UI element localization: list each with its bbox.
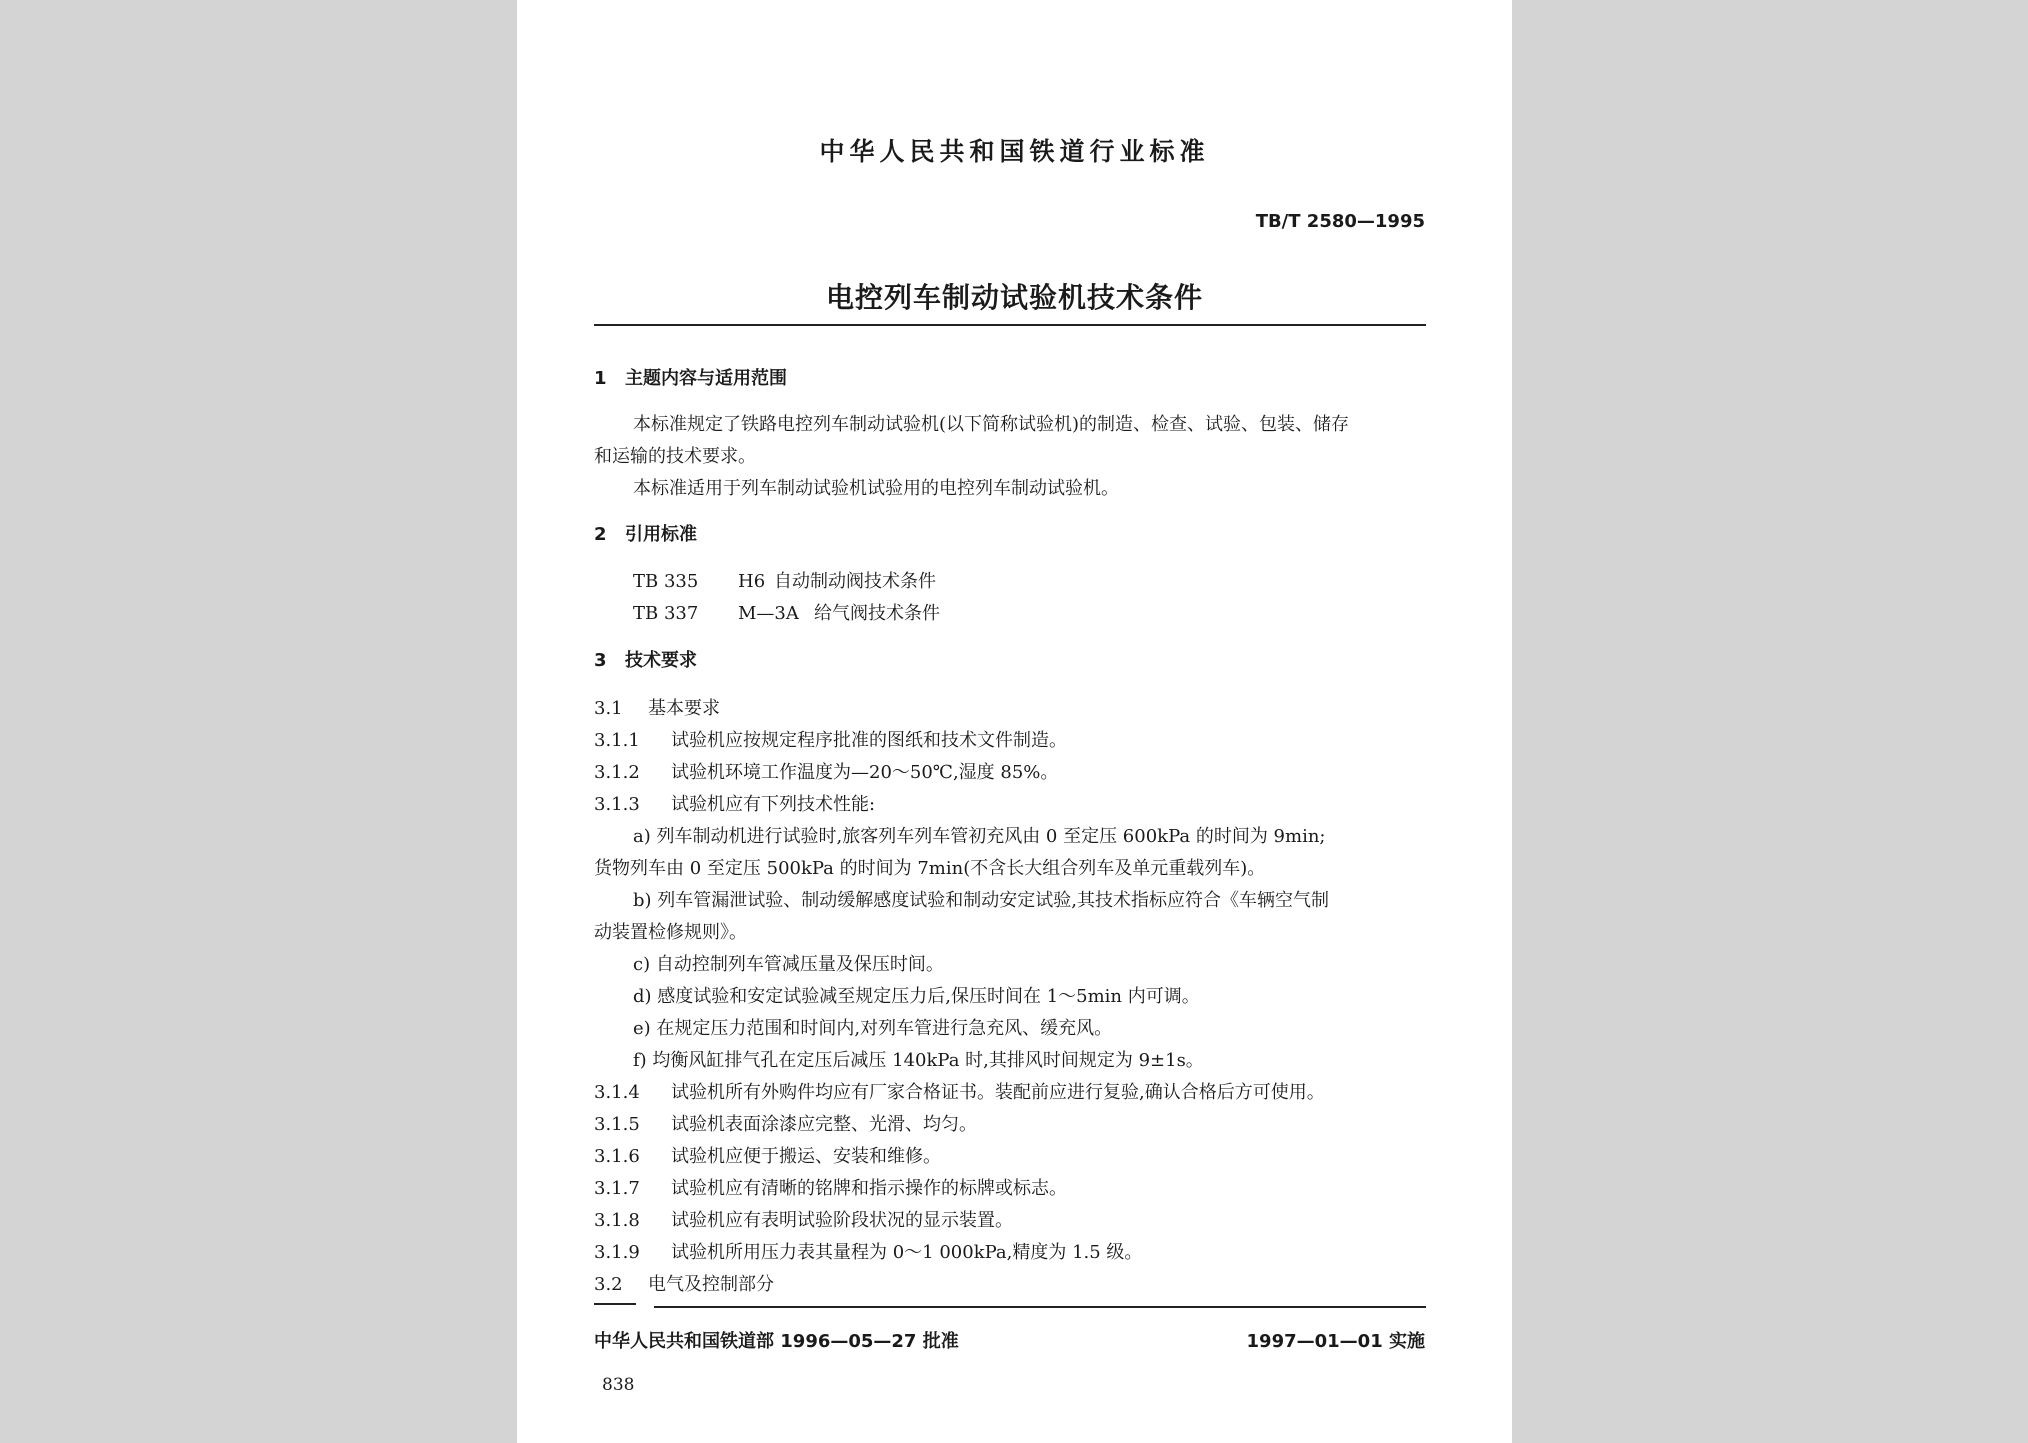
- reference-code: TB 337: [633, 603, 699, 624]
- clause-number: 3.1.2: [594, 762, 640, 783]
- clause-text: 试验机所有外购件均应有厂家合格证书。装配前应进行复验,确认合格后方可使用。: [671, 1082, 1325, 1103]
- document-page: [517, 0, 1512, 1443]
- section-title: 技术要求: [625, 650, 697, 671]
- reference-code: TB 335: [633, 571, 699, 592]
- reference-name: 给气阀技术条件: [814, 603, 940, 624]
- clause-3-1-7: [594, 1174, 1067, 1200]
- clause-text: 试验机应有表明试验阶段状况的显示装置。: [671, 1210, 1013, 1231]
- reference-model: H6: [738, 571, 766, 592]
- clause-text: 试验机环境工作温度为—20～50℃,湿度 85%。: [671, 762, 1059, 783]
- section-number: 3: [594, 650, 607, 671]
- paragraph-line: 本标准规定了铁路电控列车制动试验机(以下简称试验机)的制造、检查、试验、包装、储存: [633, 414, 1350, 435]
- section-title: 主题内容与适用范围: [625, 368, 787, 389]
- clause-text: 试验机应有下列技术性能:: [671, 794, 876, 815]
- clause-text: 试验机应便于搬运、安装和维修。: [671, 1146, 941, 1167]
- clause-text: 试验机所用压力表其量程为 0～1 000kPa,精度为 1.5 级。: [671, 1242, 1143, 1263]
- reference-row: [633, 567, 936, 593]
- clause-3-1: [594, 694, 720, 720]
- section-title: 引用标准: [625, 524, 697, 545]
- footnote-separator: [594, 1303, 636, 1305]
- item-b-line: 动装置检修规则》。: [594, 922, 747, 943]
- clause-3-1-2: [594, 758, 1058, 784]
- clause-3-1-9: [594, 1238, 1142, 1264]
- footer-rule: [654, 1306, 1426, 1308]
- clause-3-1-3: [594, 790, 875, 816]
- implementation-date: 1997—01—01 实施: [1246, 1331, 1425, 1352]
- document-title: 电控列车制动试验机技术条件: [825, 281, 1203, 314]
- item-c: c) 自动控制列车管减压量及保压时间。: [633, 954, 944, 975]
- clause-number: 3.1.6: [594, 1146, 640, 1167]
- item-d: d) 感度试验和安定试验减至规定压力后,保压时间在 1～5min 内可调。: [633, 986, 1200, 1007]
- section-number: 2: [594, 524, 607, 545]
- reference-name: 自动制动阀技术条件: [774, 571, 936, 592]
- page-number: 838: [602, 1375, 635, 1395]
- section-3-heading: [594, 646, 697, 672]
- reference-row: [633, 599, 940, 625]
- title-rule: [594, 324, 1426, 326]
- paragraph-line: 和运输的技术要求。: [594, 446, 756, 467]
- item-a-line: 货物列车由 0 至定压 500kPa 的时间为 7min(不含长大组合列车及单元重载列车)。: [594, 858, 1266, 879]
- item-f: f) 均衡风缸排气孔在定压后减压 140kPa 时,其排风时间规定为 9±1s。: [633, 1050, 1204, 1071]
- clause-text: 电气及控制部分: [648, 1274, 774, 1295]
- clause-number: 3.1.5: [594, 1114, 640, 1135]
- clause-3-2: [594, 1270, 774, 1296]
- approval-line: 中华人民共和国铁道部 1996—05—27 批准: [594, 1331, 959, 1352]
- clause-text: 试验机应有清晰的铭牌和指示操作的标牌或标志。: [671, 1178, 1067, 1199]
- section-2-heading: [594, 520, 697, 546]
- reference-model: M—3A: [738, 603, 799, 624]
- clause-3-1-6: [594, 1142, 941, 1168]
- paragraph-line: 本标准适用于列车制动试验机试验用的电控列车制动试验机。: [633, 478, 1119, 499]
- item-e: e) 在规定压力范围和时间内,对列车管进行急充风、缓充风。: [633, 1018, 1113, 1039]
- clause-3-1-8: [594, 1206, 1013, 1232]
- clause-3-1-1: [594, 726, 1067, 752]
- clause-3-1-4: [594, 1078, 1325, 1104]
- clause-number: 3.1.4: [594, 1082, 640, 1103]
- clause-text: 基本要求: [648, 698, 720, 719]
- clause-number: 3.1.8: [594, 1210, 640, 1231]
- item-a-line: a) 列车制动机进行试验时,旅客列车列车管初充风由 0 至定压 600kPa 的时间为 9min;: [633, 826, 1326, 847]
- clause-text: 试验机应按规定程序批准的图纸和技术文件制造。: [671, 730, 1067, 751]
- item-b-line: b) 列车管漏泄试验、制动缓解感度试验和制动安定试验,其技术指标应符合《车辆空气制: [633, 890, 1329, 911]
- clause-number: 3.1.9: [594, 1242, 640, 1263]
- section-1-heading: [594, 364, 787, 390]
- clause-number: 3.1.3: [594, 794, 640, 815]
- clause-number: 3.1.7: [594, 1178, 640, 1199]
- section-number: 1: [594, 368, 607, 389]
- standard-code: TB/T 2580—1995: [1255, 211, 1425, 232]
- clause-text: 试验机表面涂漆应完整、光滑、均匀。: [671, 1114, 977, 1135]
- clause-number: 3.2: [594, 1274, 623, 1295]
- clause-number: 3.1.1: [594, 730, 640, 751]
- clause-3-1-5: [594, 1110, 977, 1136]
- issuing-body-header: 中华人民共和国铁道行业标准: [819, 137, 1210, 166]
- clause-number: 3.1: [594, 698, 623, 719]
